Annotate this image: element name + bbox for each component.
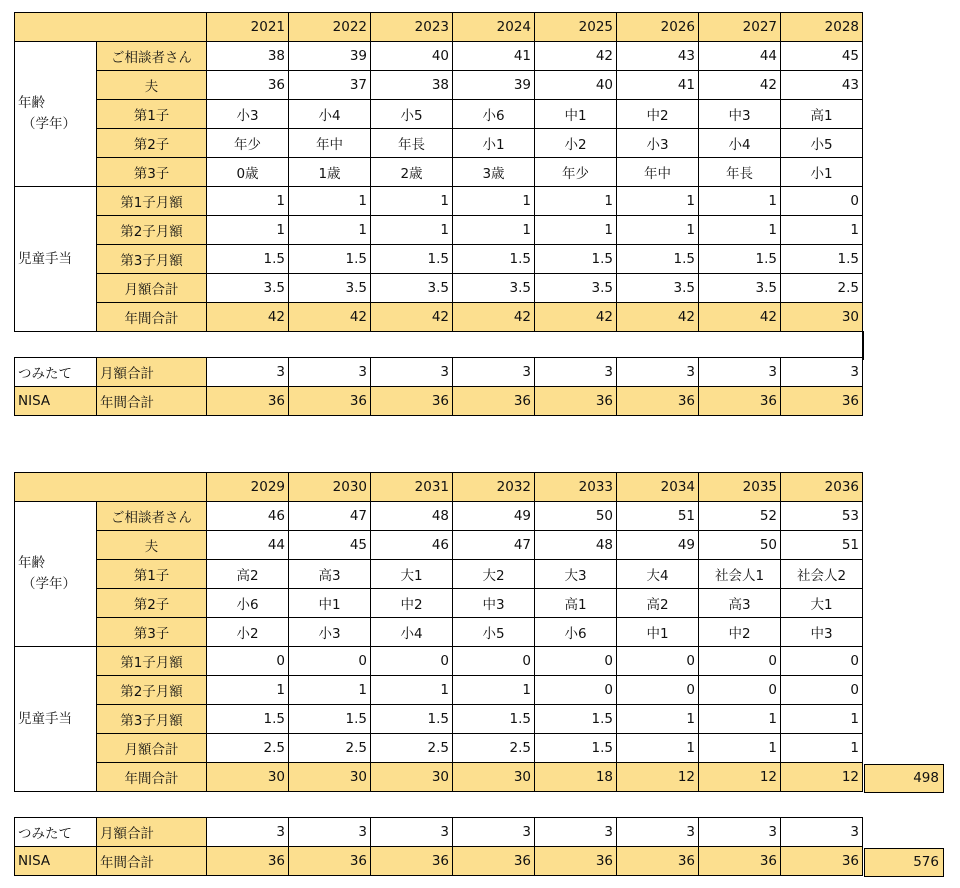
allowance-annual-cell: 30 — [289, 763, 371, 792]
age-cell: 高1 — [535, 589, 617, 618]
row-label: 月額合計 — [97, 358, 207, 387]
nisa-monthly-cell: 3 — [535, 818, 617, 847]
nisa-monthly-cell: 3 — [699, 358, 781, 387]
age-cell: 39 — [289, 42, 371, 71]
nisa-annual-cell: 36 — [453, 847, 535, 876]
allowance-cell: 1 — [781, 734, 863, 763]
age-cell: 36 — [207, 71, 289, 100]
age-cell: 小5 — [371, 100, 453, 129]
allowance-cell: 3.5 — [289, 274, 371, 303]
allowance-cell: 1 — [617, 705, 699, 734]
age-cell: 48 — [371, 502, 453, 531]
nisa-monthly-cell: 3 — [289, 358, 371, 387]
row-label: 第1子 — [97, 560, 207, 589]
allowance-annual-cell: 42 — [207, 303, 289, 332]
allowance-cell: 2.5 — [371, 734, 453, 763]
allowance-cell: 0 — [617, 676, 699, 705]
allowance-cell: 3.5 — [207, 274, 289, 303]
allowance-cell: 0 — [781, 647, 863, 676]
age-cell: 42 — [535, 42, 617, 71]
age-cell: 小3 — [207, 100, 289, 129]
allowance-annual-cell: 42 — [699, 303, 781, 332]
age-cell: 小2 — [207, 618, 289, 647]
allowance-cell: 0 — [371, 647, 453, 676]
allowance-cell: 0 — [453, 647, 535, 676]
allowance-table-1 — [14, 12, 863, 332]
allowance-cell: 0 — [289, 647, 371, 676]
age-cell: 年長 — [699, 158, 781, 187]
year-header: 2032 — [453, 473, 535, 502]
allowance-cell: 3.5 — [617, 274, 699, 303]
age-cell: 大4 — [617, 560, 699, 589]
allowance-cell: 1 — [699, 734, 781, 763]
allowance-cell: 1.5 — [535, 245, 617, 274]
row-label: 第1子月額 — [97, 187, 207, 216]
age-cell: 小5 — [781, 129, 863, 158]
age-cell: 年少 — [535, 158, 617, 187]
nisa-label-line2: NISA — [15, 847, 97, 876]
nisa-annual-cell: 36 — [535, 387, 617, 416]
allowance-cell: 1 — [371, 187, 453, 216]
allowance-table-2 — [14, 472, 863, 792]
age-cell: 高2 — [617, 589, 699, 618]
age-group-label-line1: 年齢 — [18, 95, 45, 111]
allowance-cell: 1 — [453, 216, 535, 245]
row-label: 年間合計 — [97, 763, 207, 792]
allowance-cell: 1 — [207, 676, 289, 705]
age-cell: 51 — [617, 502, 699, 531]
nisa-monthly-cell: 3 — [453, 358, 535, 387]
nisa-table-2 — [14, 817, 863, 876]
nisa-annual-cell: 36 — [699, 847, 781, 876]
allowance-annual-cell: 42 — [371, 303, 453, 332]
allowance-cell: 2.5 — [289, 734, 371, 763]
age-cell: 38 — [207, 42, 289, 71]
age-cell: 中2 — [699, 618, 781, 647]
year-header: 2024 — [453, 13, 535, 42]
allowance-cell: 3.5 — [535, 274, 617, 303]
nisa-annual-cell: 36 — [207, 387, 289, 416]
age-cell: 小6 — [453, 100, 535, 129]
allowance-cell: 1 — [289, 216, 371, 245]
age-cell: 年少 — [207, 129, 289, 158]
allowance-cell: 1 — [781, 705, 863, 734]
age-cell: 3歳 — [453, 158, 535, 187]
age-cell: 高3 — [699, 589, 781, 618]
year-header: 2021 — [207, 13, 289, 42]
allowance-cell: 1.5 — [699, 245, 781, 274]
nisa-monthly-cell: 3 — [781, 818, 863, 847]
allowance-annual-cell: 12 — [617, 763, 699, 792]
row-label: 第1子月額 — [97, 647, 207, 676]
nisa-annual-cell: 36 — [699, 387, 781, 416]
age-cell: 44 — [699, 42, 781, 71]
age-cell: 大3 — [535, 560, 617, 589]
age-cell: 38 — [371, 71, 453, 100]
allowance-annual-cell: 42 — [535, 303, 617, 332]
allowance-cell: 1 — [699, 187, 781, 216]
age-cell: 大1 — [781, 589, 863, 618]
allowance-annual-cell: 42 — [617, 303, 699, 332]
nisa-annual-cell: 36 — [535, 847, 617, 876]
age-cell: 42 — [699, 71, 781, 100]
age-cell: 中1 — [617, 618, 699, 647]
age-cell: 年中 — [617, 158, 699, 187]
age-cell: 41 — [617, 71, 699, 100]
nisa-annual-cell: 36 — [289, 387, 371, 416]
age-cell: 47 — [453, 531, 535, 560]
nisa-label-line1: つみたて — [15, 358, 97, 387]
allowance-annual-cell: 30 — [207, 763, 289, 792]
allowance-cell: 1.5 — [371, 245, 453, 274]
allowance-annual-cell: 12 — [699, 763, 781, 792]
allowance-cell: 0 — [781, 187, 863, 216]
nisa-monthly-cell: 3 — [289, 818, 371, 847]
age-cell: 小1 — [453, 129, 535, 158]
age-cell: 中3 — [781, 618, 863, 647]
allowance-annual-cell: 30 — [781, 303, 863, 332]
allowance-cell: 0 — [617, 647, 699, 676]
nisa-annual-cell: 36 — [453, 387, 535, 416]
nisa-monthly-cell: 3 — [207, 818, 289, 847]
row-label: 第3子 — [97, 158, 207, 187]
year-header: 2028 — [781, 13, 863, 42]
age-group-label-line2: （学年） — [22, 116, 76, 132]
allowance-cell: 3.5 — [453, 274, 535, 303]
age-cell: 1歳 — [289, 158, 371, 187]
row-label: 年間合計 — [97, 847, 207, 876]
age-group-label — [15, 502, 97, 647]
nisa-monthly-cell: 3 — [371, 818, 453, 847]
age-cell: 2歳 — [371, 158, 453, 187]
year-header: 2033 — [535, 473, 617, 502]
allowance-cell: 1 — [453, 187, 535, 216]
age-cell: 0歳 — [207, 158, 289, 187]
allowance-cell: 1.5 — [289, 245, 371, 274]
allowance-annual-cell: 12 — [781, 763, 863, 792]
allowance-cell: 1.5 — [207, 245, 289, 274]
age-cell: 小4 — [289, 100, 371, 129]
allowance-annual-cell: 18 — [535, 763, 617, 792]
row-label: ご相談者さん — [97, 502, 207, 531]
year-header: 2035 — [699, 473, 781, 502]
age-cell: 49 — [453, 502, 535, 531]
allowance-cell: 1 — [617, 734, 699, 763]
allowance-cell: 1 — [371, 216, 453, 245]
row-label: 第3子 — [97, 618, 207, 647]
age-cell: 年中 — [289, 129, 371, 158]
age-cell: 小1 — [781, 158, 863, 187]
allowance-cell: 2.5 — [781, 274, 863, 303]
row-label: 月額合計 — [97, 274, 207, 303]
row-label: 第1子 — [97, 100, 207, 129]
age-cell: 小6 — [535, 618, 617, 647]
nisa-annual-cell: 36 — [617, 387, 699, 416]
age-cell: 小2 — [535, 129, 617, 158]
allowance-cell: 1.5 — [207, 705, 289, 734]
row-label: 月額合計 — [97, 818, 207, 847]
allowance-cell: 3.5 — [699, 274, 781, 303]
year-header: 2029 — [207, 473, 289, 502]
age-cell: 39 — [453, 71, 535, 100]
nisa-annual-cell: 36 — [781, 387, 863, 416]
age-group-label — [15, 42, 97, 187]
nisa-table-1 — [14, 357, 863, 416]
year-header: 2027 — [699, 13, 781, 42]
age-cell: 44 — [207, 531, 289, 560]
row-label: 月額合計 — [97, 734, 207, 763]
nisa-monthly-cell: 3 — [617, 818, 699, 847]
age-cell: 40 — [535, 71, 617, 100]
header-corner — [15, 13, 207, 42]
table-edge-line — [862, 331, 864, 360]
allowance-cell: 1.5 — [371, 705, 453, 734]
nisa-monthly-cell: 3 — [207, 358, 289, 387]
nisa-monthly-cell: 3 — [535, 358, 617, 387]
age-cell: 45 — [781, 42, 863, 71]
age-cell: 40 — [371, 42, 453, 71]
row-label: 年間合計 — [97, 303, 207, 332]
allowance-cell: 1.5 — [289, 705, 371, 734]
row-label: 年間合計 — [97, 387, 207, 416]
allowance-annual-cell: 42 — [453, 303, 535, 332]
age-cell: 高3 — [289, 560, 371, 589]
allowance-cell: 1 — [289, 676, 371, 705]
age-cell: 小6 — [207, 589, 289, 618]
age-cell: 50 — [699, 531, 781, 560]
allowance-cell: 1.5 — [617, 245, 699, 274]
age-cell: 大1 — [371, 560, 453, 589]
nisa-monthly-cell: 3 — [781, 358, 863, 387]
age-cell: 45 — [289, 531, 371, 560]
row-label: 第2子月額 — [97, 676, 207, 705]
year-header: 2022 — [289, 13, 371, 42]
age-cell: 中2 — [617, 100, 699, 129]
age-cell: 中3 — [453, 589, 535, 618]
age-cell: 51 — [781, 531, 863, 560]
age-cell: 小3 — [617, 129, 699, 158]
age-cell: 50 — [535, 502, 617, 531]
row-label: 夫 — [97, 531, 207, 560]
age-cell: 46 — [371, 531, 453, 560]
row-label: 第2子 — [97, 589, 207, 618]
year-header: 2034 — [617, 473, 699, 502]
allowance-cell: 2.5 — [453, 734, 535, 763]
nisa-monthly-cell: 3 — [699, 818, 781, 847]
year-header: 2023 — [371, 13, 453, 42]
allowance-annual-cell: 42 — [289, 303, 371, 332]
allowance-cell: 1 — [617, 187, 699, 216]
nisa-annual-cell: 36 — [289, 847, 371, 876]
age-cell: 53 — [781, 502, 863, 531]
year-header: 2031 — [371, 473, 453, 502]
age-cell: 41 — [453, 42, 535, 71]
allowance-cell: 1 — [207, 187, 289, 216]
nisa-monthly-cell: 3 — [617, 358, 699, 387]
nisa-annual-cell: 36 — [781, 847, 863, 876]
allowance-cell: 1 — [699, 705, 781, 734]
age-cell: 48 — [535, 531, 617, 560]
age-cell: 中3 — [699, 100, 781, 129]
year-header: 2030 — [289, 473, 371, 502]
nisa-monthly-cell: 3 — [453, 818, 535, 847]
allowance-cell: 1.5 — [453, 245, 535, 274]
age-cell: 小5 — [453, 618, 535, 647]
allowance-cell: 1.5 — [781, 245, 863, 274]
age-cell: 37 — [289, 71, 371, 100]
allowance-annual-cell: 30 — [371, 763, 453, 792]
age-cell: 52 — [699, 502, 781, 531]
age-cell: 年長 — [371, 129, 453, 158]
allowance-annual-cell: 30 — [453, 763, 535, 792]
allowance-cell: 0 — [781, 676, 863, 705]
allowance-cell: 1 — [617, 216, 699, 245]
allowance-cell: 2.5 — [207, 734, 289, 763]
year-header: 2025 — [535, 13, 617, 42]
allowance-cell: 1 — [289, 187, 371, 216]
nisa-label-line2: NISA — [15, 387, 97, 416]
row-label: 第2子 — [97, 129, 207, 158]
age-cell: 社会人1 — [699, 560, 781, 589]
allowance-cell: 1 — [781, 216, 863, 245]
age-group-label-line2: （学年） — [22, 576, 76, 592]
age-cell: 49 — [617, 531, 699, 560]
header-corner — [15, 473, 207, 502]
row-label: 夫 — [97, 71, 207, 100]
allowance-cell: 0 — [699, 676, 781, 705]
age-cell: 高1 — [781, 100, 863, 129]
allowance-cell: 1 — [535, 187, 617, 216]
allowance-cell: 1 — [371, 676, 453, 705]
row-label: ご相談者さん — [97, 42, 207, 71]
age-cell: 43 — [617, 42, 699, 71]
nisa-label-line1: つみたて — [15, 818, 97, 847]
age-cell: 大2 — [453, 560, 535, 589]
allowance-cell: 0 — [535, 647, 617, 676]
allowance-cell: 3.5 — [371, 274, 453, 303]
row-label: 第3子月額 — [97, 705, 207, 734]
allowance-cell: 1 — [535, 216, 617, 245]
age-cell: 小3 — [289, 618, 371, 647]
allowance-cell: 1 — [207, 216, 289, 245]
age-group-label-line1: 年齢 — [18, 555, 45, 571]
allowance-cell: 1 — [453, 676, 535, 705]
age-cell: 小4 — [699, 129, 781, 158]
age-cell: 中2 — [371, 589, 453, 618]
allowance-cell: 0 — [699, 647, 781, 676]
age-cell: 中1 — [289, 589, 371, 618]
allowance-group-label: 児童手当 — [15, 647, 97, 792]
age-cell: 43 — [781, 71, 863, 100]
allowance-cell: 1 — [699, 216, 781, 245]
allowance-cell: 1.5 — [535, 705, 617, 734]
nisa-annual-cell: 36 — [207, 847, 289, 876]
row-label: 第2子月額 — [97, 216, 207, 245]
row-label: 第3子月額 — [97, 245, 207, 274]
allowance-cell: 0 — [207, 647, 289, 676]
age-cell: 高2 — [207, 560, 289, 589]
age-cell: 中1 — [535, 100, 617, 129]
allowance-cell: 0 — [535, 676, 617, 705]
allowance-group-label: 児童手当 — [15, 187, 97, 332]
nisa-annual-cell: 36 — [371, 847, 453, 876]
age-cell: 47 — [289, 502, 371, 531]
year-header: 2026 — [617, 13, 699, 42]
age-cell: 社会人2 — [781, 560, 863, 589]
nisa-annual-cell: 36 — [371, 387, 453, 416]
allowance-cell: 1.5 — [535, 734, 617, 763]
year-header: 2036 — [781, 473, 863, 502]
allowance-cell: 1.5 — [453, 705, 535, 734]
nisa-monthly-cell: 3 — [371, 358, 453, 387]
nisa-grand-total: 576 — [864, 848, 944, 877]
age-cell: 46 — [207, 502, 289, 531]
nisa-annual-cell: 36 — [617, 847, 699, 876]
allowance-grand-total: 498 — [864, 764, 944, 793]
age-cell: 小4 — [371, 618, 453, 647]
